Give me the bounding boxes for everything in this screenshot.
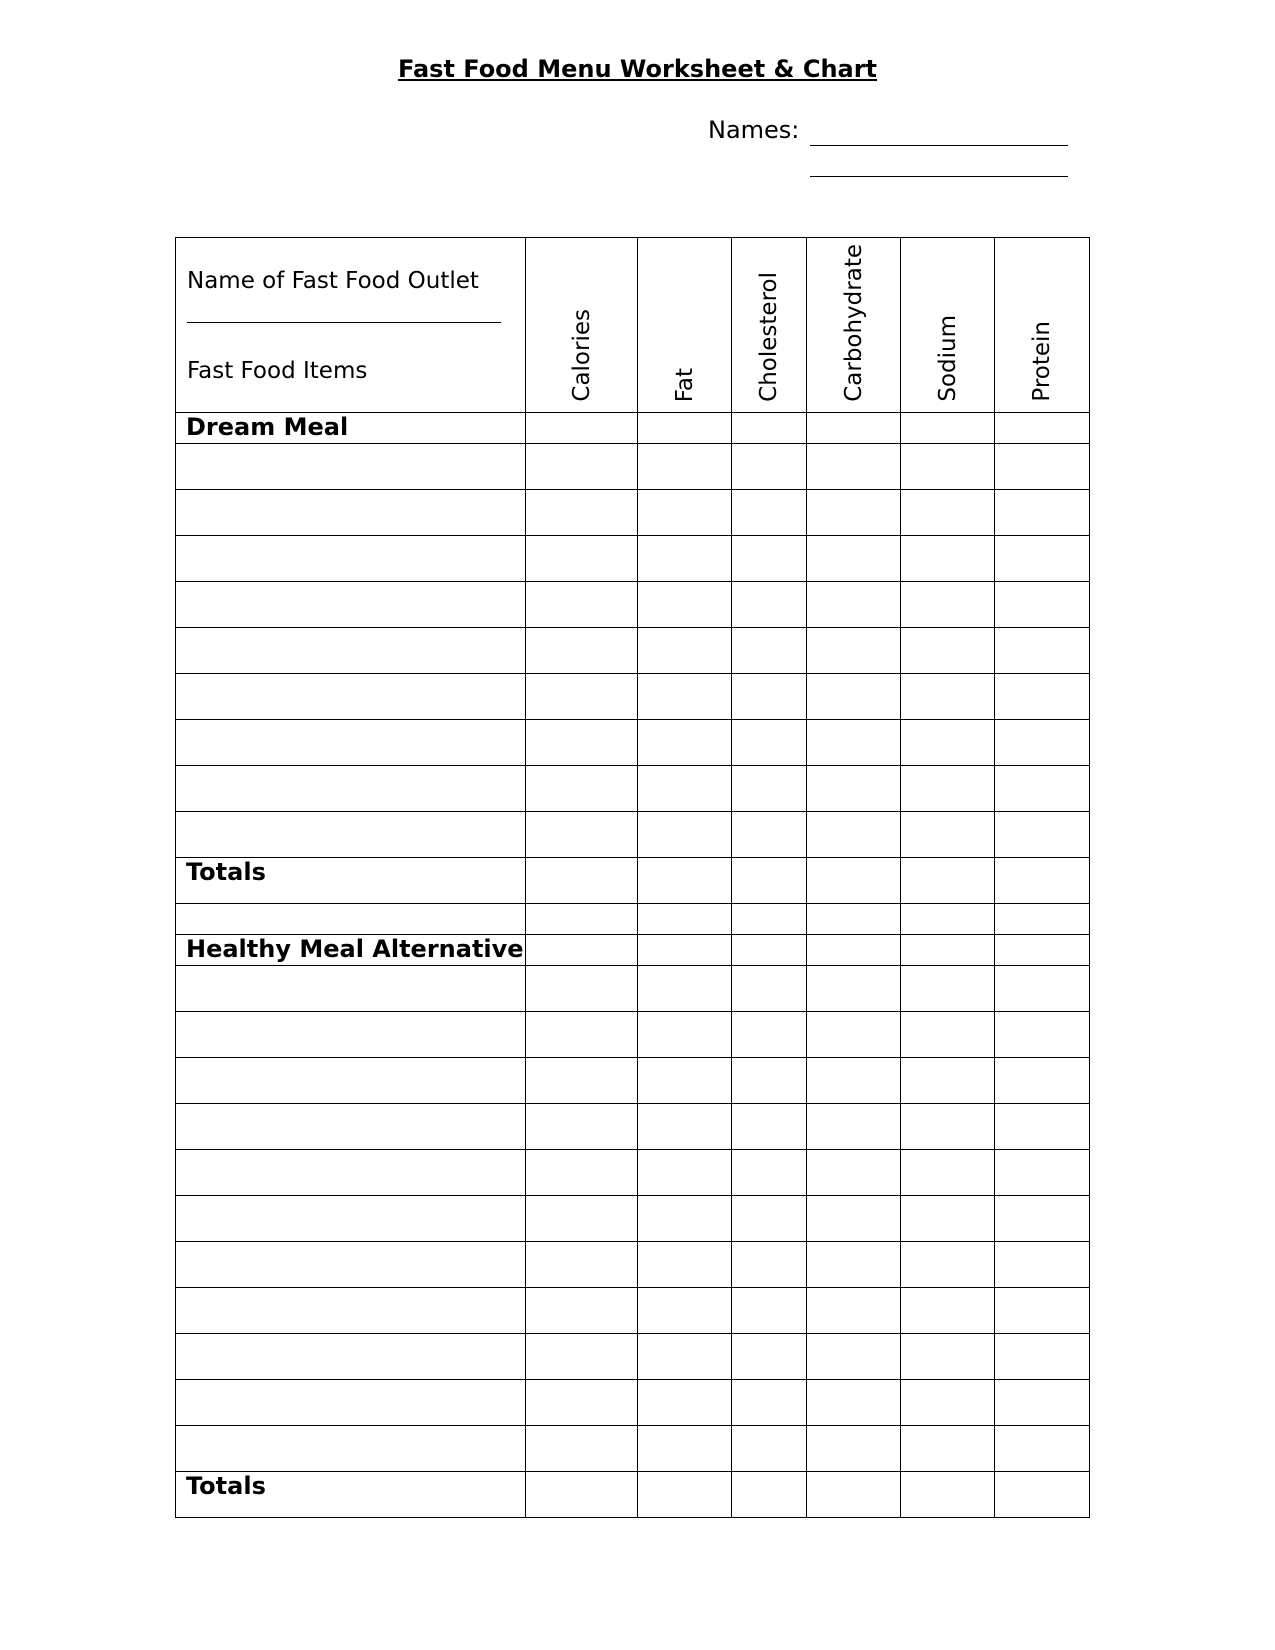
entry-row [176, 1196, 1090, 1242]
value-cell[interactable] [732, 766, 807, 812]
entry-row [176, 1058, 1090, 1104]
value-cell[interactable] [995, 490, 1090, 536]
dream-meal-row [176, 413, 1090, 444]
entry-row [176, 720, 1090, 766]
value-cell[interactable] [638, 444, 732, 490]
item-cell[interactable] [176, 674, 526, 720]
value-cell[interactable] [526, 966, 638, 1012]
item-cell[interactable] [176, 582, 526, 628]
value-cell[interactable] [638, 904, 732, 935]
value-cell[interactable] [638, 1334, 732, 1380]
entry-row [176, 1012, 1090, 1058]
value-cell[interactable] [901, 1150, 995, 1196]
value-cell[interactable] [807, 720, 901, 766]
column-header-fat [638, 238, 732, 413]
value-cell[interactable] [526, 1242, 638, 1288]
value-cell[interactable] [638, 812, 732, 858]
value-cell[interactable] [807, 858, 901, 904]
value-cell[interactable] [807, 1104, 901, 1150]
value-cell[interactable] [732, 1242, 807, 1288]
value-cell[interactable] [901, 1334, 995, 1380]
item-cell[interactable] [176, 1104, 526, 1150]
item-cell[interactable] [176, 1426, 526, 1472]
entry-row [176, 490, 1090, 536]
item-cell[interactable] [176, 720, 526, 766]
value-cell[interactable] [732, 444, 807, 490]
entry-row [176, 1104, 1090, 1150]
value-cell[interactable] [732, 490, 807, 536]
item-cell[interactable] [176, 490, 526, 536]
entry-row [176, 582, 1090, 628]
header-outlet-cell [176, 238, 526, 413]
section-label: Dream Meal [176, 413, 526, 444]
item-cell[interactable] [176, 1196, 526, 1242]
value-cell[interactable] [638, 1472, 732, 1518]
value-cell[interactable] [638, 1196, 732, 1242]
value-cell[interactable] [732, 536, 807, 582]
column-header-cholesterol [732, 238, 807, 413]
value-cell[interactable] [732, 1058, 807, 1104]
entry-row [176, 1288, 1090, 1334]
value-cell[interactable] [901, 413, 995, 444]
column-header-carbohydrate [807, 238, 901, 413]
value-cell[interactable] [901, 1012, 995, 1058]
value-cell[interactable] [995, 766, 1090, 812]
item-cell[interactable] [176, 536, 526, 582]
value-cell[interactable] [995, 1380, 1090, 1426]
entry-row [176, 1242, 1090, 1288]
value-cell[interactable] [995, 904, 1090, 935]
value-cell[interactable] [638, 1426, 732, 1472]
value-cell[interactable] [807, 444, 901, 490]
value-cell[interactable] [901, 1288, 995, 1334]
value-cell[interactable] [995, 1150, 1090, 1196]
column-label: Protein [1029, 321, 1055, 402]
value-cell[interactable] [732, 966, 807, 1012]
value-cell[interactable] [901, 904, 995, 935]
value-cell[interactable] [638, 674, 732, 720]
value-cell[interactable] [526, 1334, 638, 1380]
item-cell[interactable] [176, 1150, 526, 1196]
nutrition-table [175, 237, 1090, 1518]
value-cell[interactable] [995, 1426, 1090, 1472]
value-cell[interactable] [638, 935, 732, 966]
value-cell[interactable] [807, 935, 901, 966]
value-cell[interactable] [995, 582, 1090, 628]
value-cell[interactable] [526, 935, 638, 966]
value-cell[interactable] [638, 720, 732, 766]
value-cell[interactable] [901, 1104, 995, 1150]
value-cell[interactable] [732, 1334, 807, 1380]
value-cell[interactable] [732, 413, 807, 444]
value-cell[interactable] [901, 628, 995, 674]
value-cell[interactable] [526, 628, 638, 674]
column-label: Carbohydrate [840, 244, 867, 402]
value-cell[interactable] [638, 1288, 732, 1334]
column-label: Fat [671, 367, 698, 402]
value-cell[interactable] [526, 490, 638, 536]
item-cell[interactable] [176, 1058, 526, 1104]
outlet-label: Name of Fast Food Outlet [187, 268, 479, 294]
value-cell[interactable] [638, 628, 732, 674]
value-cell[interactable] [638, 966, 732, 1012]
value-cell[interactable] [638, 490, 732, 536]
value-cell[interactable] [526, 1104, 638, 1150]
value-cell[interactable] [901, 1380, 995, 1426]
value-cell[interactable] [995, 1242, 1090, 1288]
value-cell[interactable] [995, 935, 1090, 966]
value-cell[interactable] [807, 490, 901, 536]
value-cell[interactable] [638, 582, 732, 628]
item-cell[interactable] [176, 444, 526, 490]
entry-row [176, 444, 1090, 490]
outlet-blank-line[interactable] [187, 322, 501, 323]
entry-row [176, 766, 1090, 812]
value-cell[interactable] [901, 444, 995, 490]
value-cell[interactable] [901, 490, 995, 536]
value-cell[interactable] [807, 1288, 901, 1334]
column-header-calories [526, 238, 638, 413]
value-cell[interactable] [732, 1012, 807, 1058]
value-cell[interactable] [901, 582, 995, 628]
item-cell[interactable] [176, 1288, 526, 1334]
value-cell[interactable] [526, 1196, 638, 1242]
value-cell[interactable] [807, 1012, 901, 1058]
value-cell[interactable] [732, 674, 807, 720]
entry-row [176, 1380, 1090, 1426]
name-blank-line-1[interactable] [810, 145, 1068, 146]
value-cell[interactable] [732, 720, 807, 766]
value-cell[interactable] [995, 1104, 1090, 1150]
value-cell[interactable] [995, 444, 1090, 490]
entry-row [176, 674, 1090, 720]
value-cell[interactable] [807, 536, 901, 582]
value-cell[interactable] [526, 904, 638, 935]
totals-row [176, 1472, 1090, 1518]
name-blank-line-2[interactable] [810, 176, 1068, 177]
value-cell[interactable] [732, 812, 807, 858]
value-cell[interactable] [807, 966, 901, 1012]
value-cell[interactable] [807, 1150, 901, 1196]
item-cell[interactable] [176, 904, 526, 935]
worksheet-title: Fast Food Menu Worksheet & Chart [397, 55, 878, 83]
value-cell[interactable] [901, 966, 995, 1012]
value-cell[interactable] [526, 1380, 638, 1426]
item-cell[interactable] [176, 966, 526, 1012]
names-label: Names: [708, 116, 800, 144]
value-cell[interactable] [526, 1288, 638, 1334]
section-label: Totals [176, 1472, 526, 1518]
value-cell[interactable] [901, 536, 995, 582]
item-cell[interactable] [176, 628, 526, 674]
value-cell[interactable] [638, 766, 732, 812]
value-cell[interactable] [807, 582, 901, 628]
column-label: Calories [568, 309, 595, 402]
value-cell[interactable] [638, 1150, 732, 1196]
value-cell[interactable] [526, 582, 638, 628]
header-row [176, 238, 1090, 413]
value-cell[interactable] [526, 766, 638, 812]
value-cell[interactable] [732, 1196, 807, 1242]
value-cell[interactable] [638, 1380, 732, 1426]
value-cell[interactable] [901, 674, 995, 720]
value-cell[interactable] [526, 1150, 638, 1196]
value-cell[interactable] [995, 966, 1090, 1012]
value-cell[interactable] [732, 1104, 807, 1150]
value-cell[interactable] [807, 1380, 901, 1426]
value-cell[interactable] [526, 1012, 638, 1058]
item-cell[interactable] [176, 1334, 526, 1380]
item-cell[interactable] [176, 812, 526, 858]
entry-row [176, 536, 1090, 582]
value-cell[interactable] [901, 1426, 995, 1472]
value-cell[interactable] [995, 536, 1090, 582]
column-header-sodium [901, 238, 995, 413]
value-cell[interactable] [901, 1472, 995, 1518]
item-cell[interactable] [176, 1242, 526, 1288]
healthy-meal-row [176, 935, 1090, 966]
value-cell[interactable] [807, 812, 901, 858]
value-cell[interactable] [807, 1196, 901, 1242]
value-cell[interactable] [638, 1012, 732, 1058]
value-cell[interactable] [732, 858, 807, 904]
value-cell[interactable] [526, 1426, 638, 1472]
value-cell[interactable] [995, 858, 1090, 904]
value-cell[interactable] [995, 1196, 1090, 1242]
value-cell[interactable] [995, 720, 1090, 766]
item-cell[interactable] [176, 766, 526, 812]
value-cell[interactable] [732, 1380, 807, 1426]
value-cell[interactable] [995, 628, 1090, 674]
value-cell[interactable] [526, 858, 638, 904]
value-cell[interactable] [901, 1196, 995, 1242]
value-cell[interactable] [807, 628, 901, 674]
value-cell[interactable] [732, 1150, 807, 1196]
value-cell[interactable] [732, 1426, 807, 1472]
value-cell[interactable] [807, 1242, 901, 1288]
value-cell[interactable] [526, 536, 638, 582]
entry-row [176, 1150, 1090, 1196]
value-cell[interactable] [526, 1058, 638, 1104]
value-cell[interactable] [995, 1058, 1090, 1104]
value-cell[interactable] [995, 1012, 1090, 1058]
value-cell[interactable] [807, 1472, 901, 1518]
value-cell[interactable] [995, 413, 1090, 444]
column-label: Cholesterol [756, 272, 782, 402]
value-cell[interactable] [807, 1058, 901, 1104]
column-label: Sodium [934, 315, 961, 402]
value-cell[interactable] [807, 674, 901, 720]
value-cell[interactable] [526, 674, 638, 720]
entry-row [176, 628, 1090, 674]
value-cell[interactable] [901, 1242, 995, 1288]
item-cell[interactable] [176, 1012, 526, 1058]
value-cell[interactable] [526, 413, 638, 444]
value-cell[interactable] [807, 766, 901, 812]
value-cell[interactable] [526, 444, 638, 490]
value-cell[interactable] [995, 674, 1090, 720]
value-cell[interactable] [732, 1288, 807, 1334]
entry-row [176, 1334, 1090, 1380]
value-cell[interactable] [995, 1334, 1090, 1380]
value-cell[interactable] [732, 904, 807, 935]
value-cell[interactable] [638, 1242, 732, 1288]
value-cell[interactable] [901, 1058, 995, 1104]
value-cell[interactable] [732, 1472, 807, 1518]
entry-row [176, 966, 1090, 1012]
value-cell[interactable] [638, 1058, 732, 1104]
items-label: Fast Food Items [187, 358, 368, 384]
value-cell[interactable] [995, 812, 1090, 858]
section-label: Healthy Meal Alternative [176, 935, 526, 966]
value-cell[interactable] [995, 1472, 1090, 1518]
spacer-row [176, 904, 1090, 935]
entry-row [176, 1426, 1090, 1472]
value-cell[interactable] [638, 858, 732, 904]
value-cell[interactable] [732, 935, 807, 966]
value-cell[interactable] [901, 935, 995, 966]
value-cell[interactable] [901, 812, 995, 858]
value-cell[interactable] [807, 904, 901, 935]
value-cell[interactable] [807, 1426, 901, 1472]
value-cell[interactable] [638, 413, 732, 444]
value-cell[interactable] [638, 536, 732, 582]
value-cell[interactable] [732, 628, 807, 674]
item-cell[interactable] [176, 1380, 526, 1426]
value-cell[interactable] [807, 1334, 901, 1380]
value-cell[interactable] [638, 1104, 732, 1150]
value-cell[interactable] [526, 1472, 638, 1518]
value-cell[interactable] [732, 582, 807, 628]
value-cell[interactable] [526, 812, 638, 858]
value-cell[interactable] [901, 858, 995, 904]
value-cell[interactable] [901, 720, 995, 766]
entry-row [176, 812, 1090, 858]
value-cell[interactable] [901, 766, 995, 812]
section-label: Totals [176, 858, 526, 904]
value-cell[interactable] [995, 1288, 1090, 1334]
value-cell[interactable] [807, 413, 901, 444]
value-cell[interactable] [526, 720, 638, 766]
totals-row [176, 858, 1090, 904]
column-header-protein [995, 238, 1090, 413]
